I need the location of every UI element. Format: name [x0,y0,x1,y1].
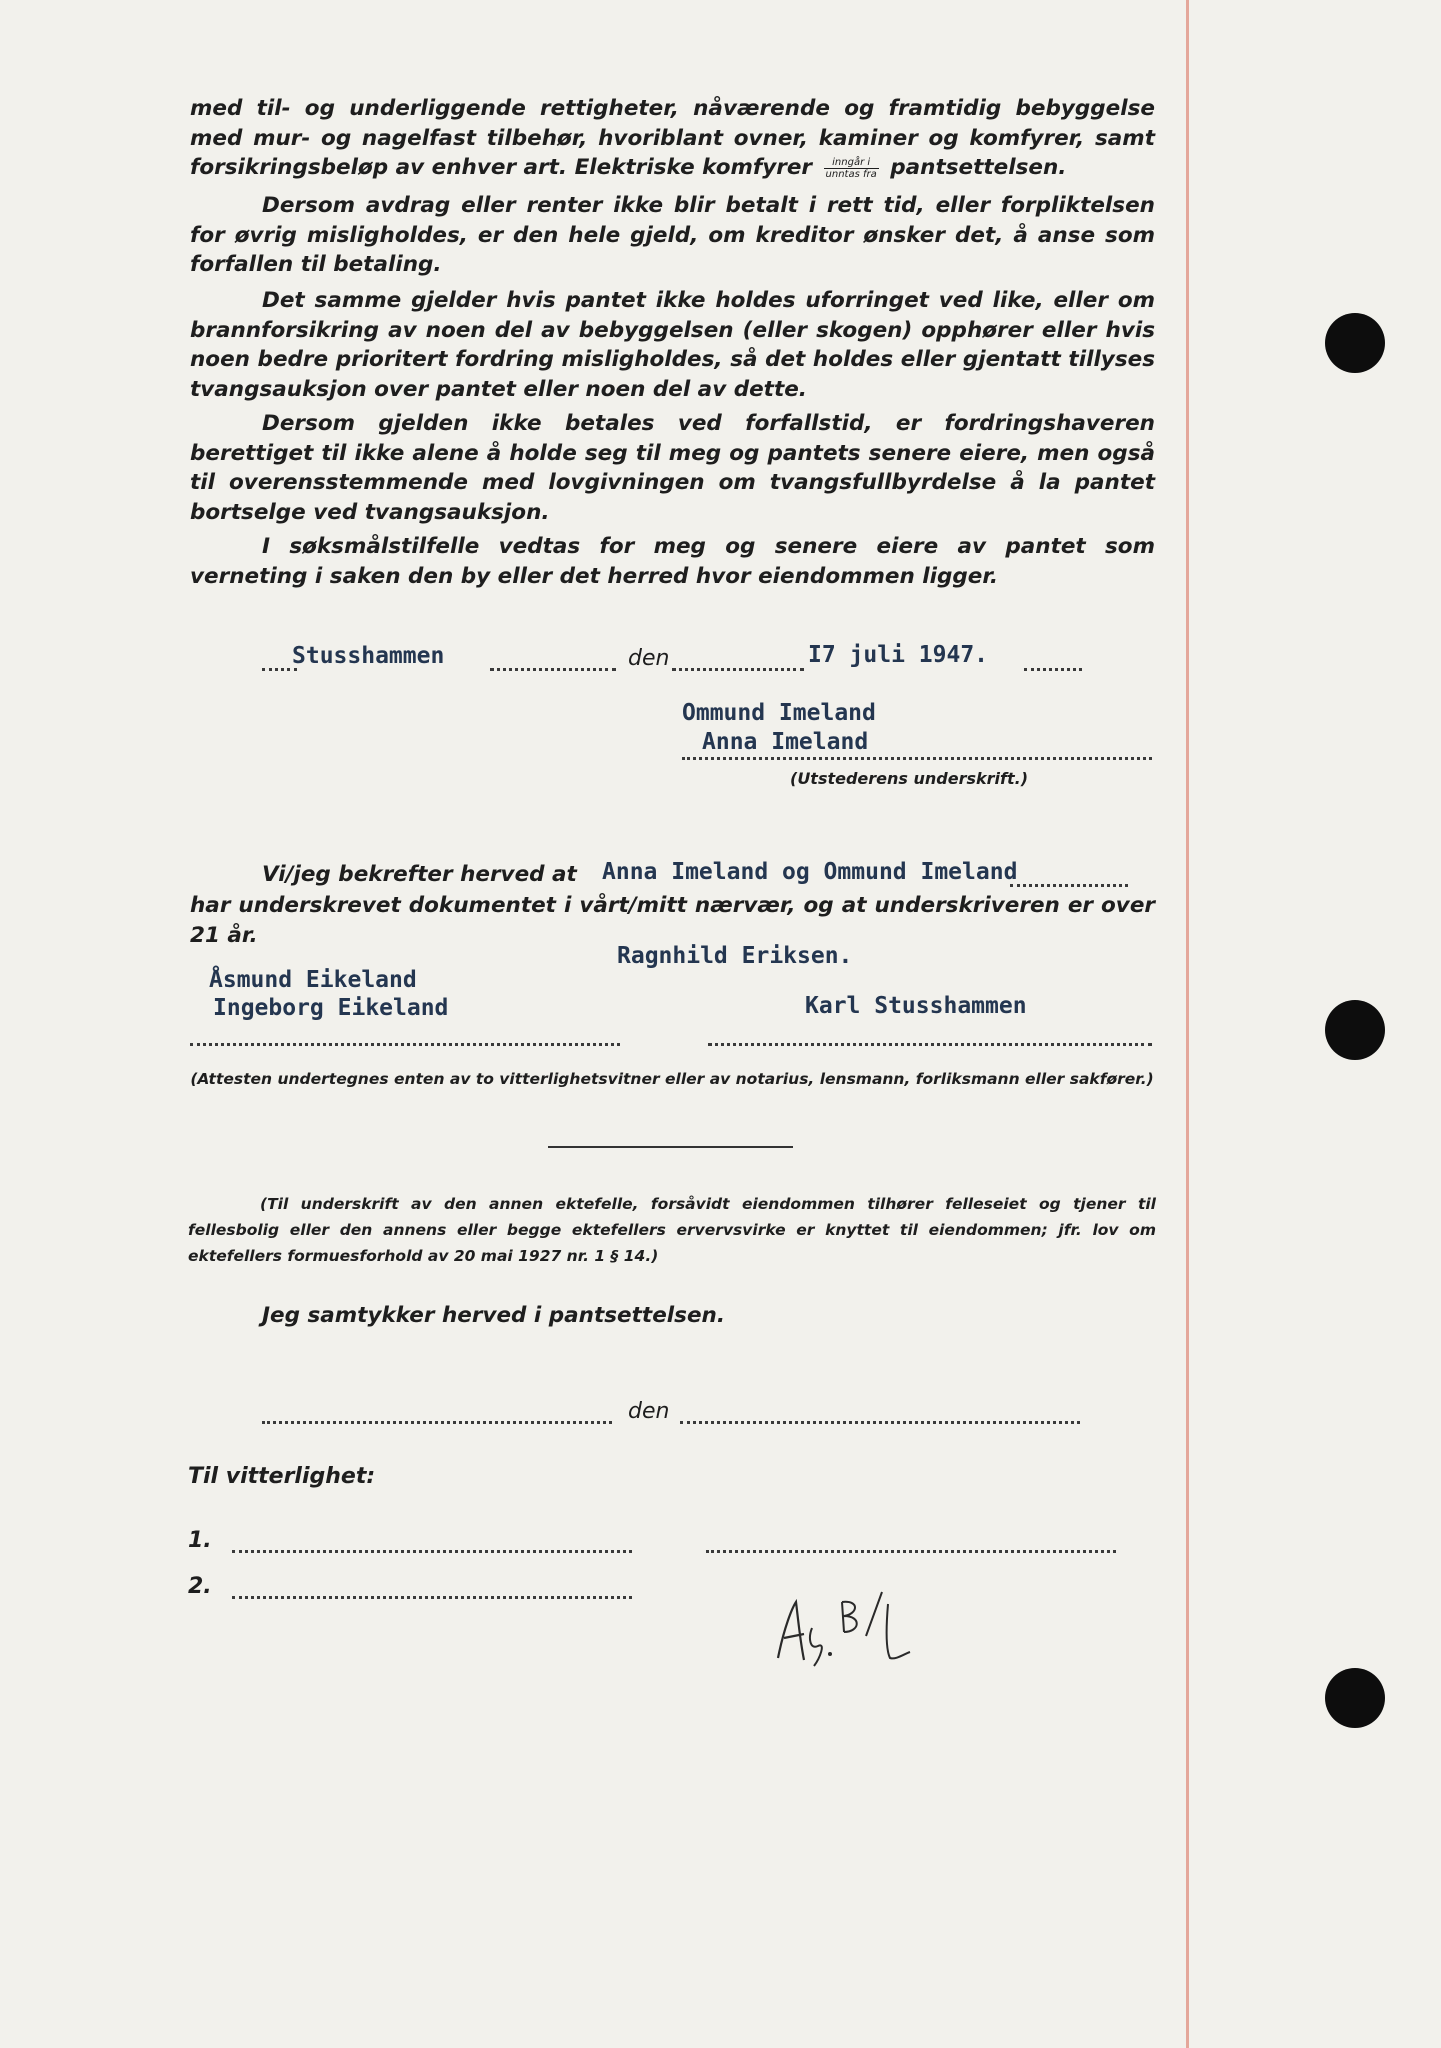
dotted-line [1024,668,1082,671]
den-label: den [628,646,670,671]
issuer-caption: (Utstederens underskrift.) [790,769,1029,788]
issuer-signature-line [682,757,1152,760]
witness-line-right [708,1043,1152,1046]
paragraph-foreclosure: Dersom gjelden ikke betales ved forfallstid, er fordringshaveren berettiget til ikke alene å holde seg til meg og pantets senere eiere, men også til overensstemmende med lovgivningen om tvangsfullbyrdelse å la pantet bortselge ved tvangsauksjon. [190,411,1155,525]
witness-left-1: Åsmund Eikeland [209,967,417,993]
spouse-note: (Til underskrift av den annen ektefelle, forsåvidt eiendommen tilhører felleseiet og tjener til fellesbolig eller den annens eller begge ektefellers ervervsvirke er knyttet til eiendommen; jfr. lov om ektefellers formuesforhold av 20 mai 1927 nr. 1 § 14.) [188,1195,1156,1265]
dotted-line [490,668,616,671]
place-value: Stusshammen [292,643,445,669]
witness-number-1: 1. [188,1528,212,1553]
punch-hole-top [1325,313,1385,373]
witness-left-2: Ingeborg Eikeland [213,995,449,1021]
handwritten-initials [770,1588,920,1668]
dotted-line [262,1421,612,1424]
witness-right-1: Ragnhild Eriksen. [617,943,853,969]
margin-line [1186,0,1189,2048]
paragraph-1-text: med til- og underliggende rettigheter, nåværende og framtidig bebyggelse med mur- og nagelfast tilbehør, hvoriblant ovner, kaminer og komfyrer, samt forsikringsbeløp av enhver art. Elektriske komfyrer [190,96,1155,180]
paragraph-default: Dersom avdrag eller renter ikke blir betalt i rett tid, eller forpliktelsen for øvrig misligholdes, er den hele gjeld, om kreditor ønsker det, å anse som forfallen til betaling. [190,193,1155,277]
separator-rule [548,1146,793,1148]
punch-hole-bottom [1325,1668,1385,1728]
dotted-line [672,668,804,671]
dotted-line [680,1421,1080,1424]
attestation-text: har underskrevet dokumentet i vårt/mitt nærvær, og at underskriveren er over 21 år. [190,893,1155,948]
witness-line-left [190,1043,620,1046]
fraction-top: inngår i [824,157,879,169]
witness-1-line-left [232,1550,632,1553]
punch-hole-middle [1325,1000,1385,1060]
issuer-name-1: Ommund Imeland [682,700,876,726]
date-value: I7 juli 1947. [808,642,989,668]
fraction-choice [824,157,879,180]
paragraph-maintenance: Det samme gjelder hvis pantet ikke holdes uforringet ved like, eller om brannforsikring av noen del av bebyggelsen (eller skogen) opphører eller hvis noen bedre prioritert fordring misligholdes, så det holdes eller gjentatt tillyses tvangsauksjon over pantet eller noen del av dette. [190,288,1155,402]
paragraph-venue: I søksmålstilfelle vedtas for meg og senere eiere av pantet som verneting i saken den by eller det herred hvor eiendommen ligger. [190,534,1155,589]
witness-1-line-right [706,1550,1116,1553]
spouse-consent: Jeg samtykker herved i pantsettelsen. [262,1303,725,1328]
spouse-den-label: den [628,1399,670,1424]
paragraph-1-end: pantsettelsen. [890,155,1067,180]
paragraph-property-rights [190,94,1155,183]
witness-2-line [232,1596,632,1599]
fraction-bottom: unntas fra [825,168,877,180]
attestation-intro: Vi/jeg bekrefter herved at [262,862,577,887]
attestation-note: (Attesten undertegnes enten av to vitterlighetsvitner eller av notarius, lensmann, forliksmann eller sakfører.) [190,1070,1154,1088]
witness-number-2: 2. [188,1574,212,1599]
issuer-name-2: Anna Imeland [702,729,869,755]
dotted-line [1010,884,1128,887]
witness-right-2: Karl Stusshammen [805,993,1027,1019]
attestation-signer-names: Anna Imeland og Ommund Imeland [602,859,1018,885]
witnesses-title: Til vitterlighet: [188,1464,376,1489]
